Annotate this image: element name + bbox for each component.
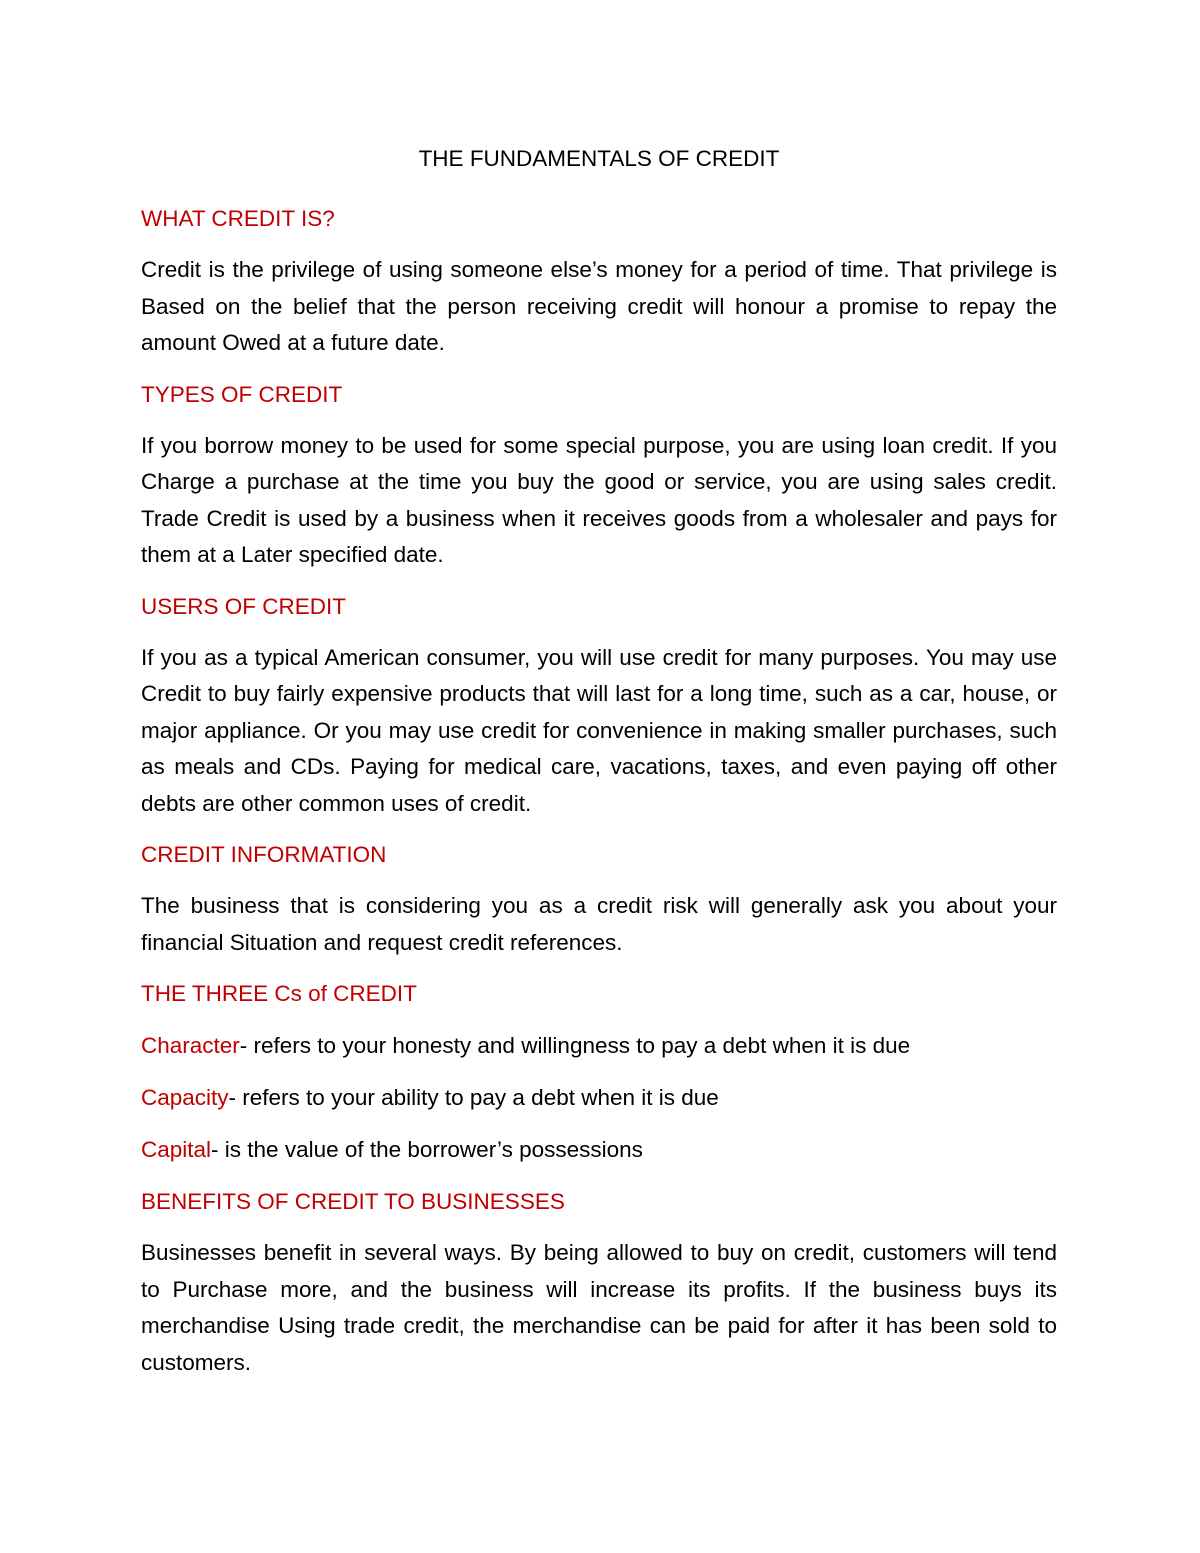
term-character	[141, 1027, 1057, 1065]
section-heading: WHAT CREDIT IS?	[141, 206, 335, 231]
term-capital	[141, 1131, 1057, 1169]
section-what-credit-is	[141, 200, 1057, 362]
document-page	[141, 140, 1057, 1395]
section-body: Credit is the privilege of using someone else’s money for a period of time. That privilege is Based on the belief that the person receiving credit will honour a promise to repay the amount Owed at a future date.	[141, 257, 1057, 355]
section-body: If you borrow money to be used for some special purpose, you are using loan credit. If you Charge a purchase at the time you buy the good or service, you are using sales credit. Trade Credit is used by a business when it receives goods from a wholesaler and pays for them at a Later specified date.	[141, 432, 1057, 567]
term-capacity	[141, 1079, 1057, 1117]
term-definition: - is the value of the borrower’s possessions	[211, 1137, 643, 1162]
term-definition: - refers to your ability to pay a debt when it is due	[228, 1085, 719, 1110]
term-label: Capacity	[141, 1085, 229, 1110]
section-heading: USERS OF CREDIT	[141, 593, 347, 619]
document-title: THE FUNDAMENTALS OF CREDIT	[418, 146, 780, 171]
section-heading: TYPES OF CREDIT	[141, 381, 343, 407]
section-body: The business that is considering you as a credit risk will generally ask you about your financial Situation and request credit references.	[141, 893, 1057, 955]
term-label: Capital	[141, 1137, 212, 1162]
section-body: If you as a typical American consumer, you will use credit for many purposes. You may use Credit to buy fairly expensive products that will last for a long time, such as a car, house, or major appliance. Or you may use credit for convenience in making smaller purchases, such as meals and CDs. Paying for medical care, vacations, taxes, and even paying off other debts are other common uses of credit.	[141, 644, 1057, 816]
section-body: Businesses benefit in several ways. By being allowed to buy on credit, customers will tend to Purchase more, and the business will increase its profits. If the business buys its merchandise Using trade credit, the merchandise can be paid for after it has been sold to customers.	[141, 1240, 1057, 1375]
term-label: Character	[141, 1033, 240, 1058]
section-heading: CREDIT INFORMATION	[141, 842, 387, 867]
section-heading: THE THREE Cs of CREDIT	[141, 981, 417, 1006]
section-benefits-to-businesses	[141, 1183, 1057, 1381]
section-three-cs	[141, 975, 1057, 1169]
section-heading: BENEFITS OF CREDIT TO BUSINESSES	[141, 1189, 565, 1214]
section-credit-information	[141, 836, 1057, 961]
section-types-of-credit	[141, 376, 1057, 574]
section-users-of-credit	[141, 588, 1057, 823]
term-definition: - refers to your honesty and willingness to pay a debt when it is due	[239, 1033, 911, 1058]
